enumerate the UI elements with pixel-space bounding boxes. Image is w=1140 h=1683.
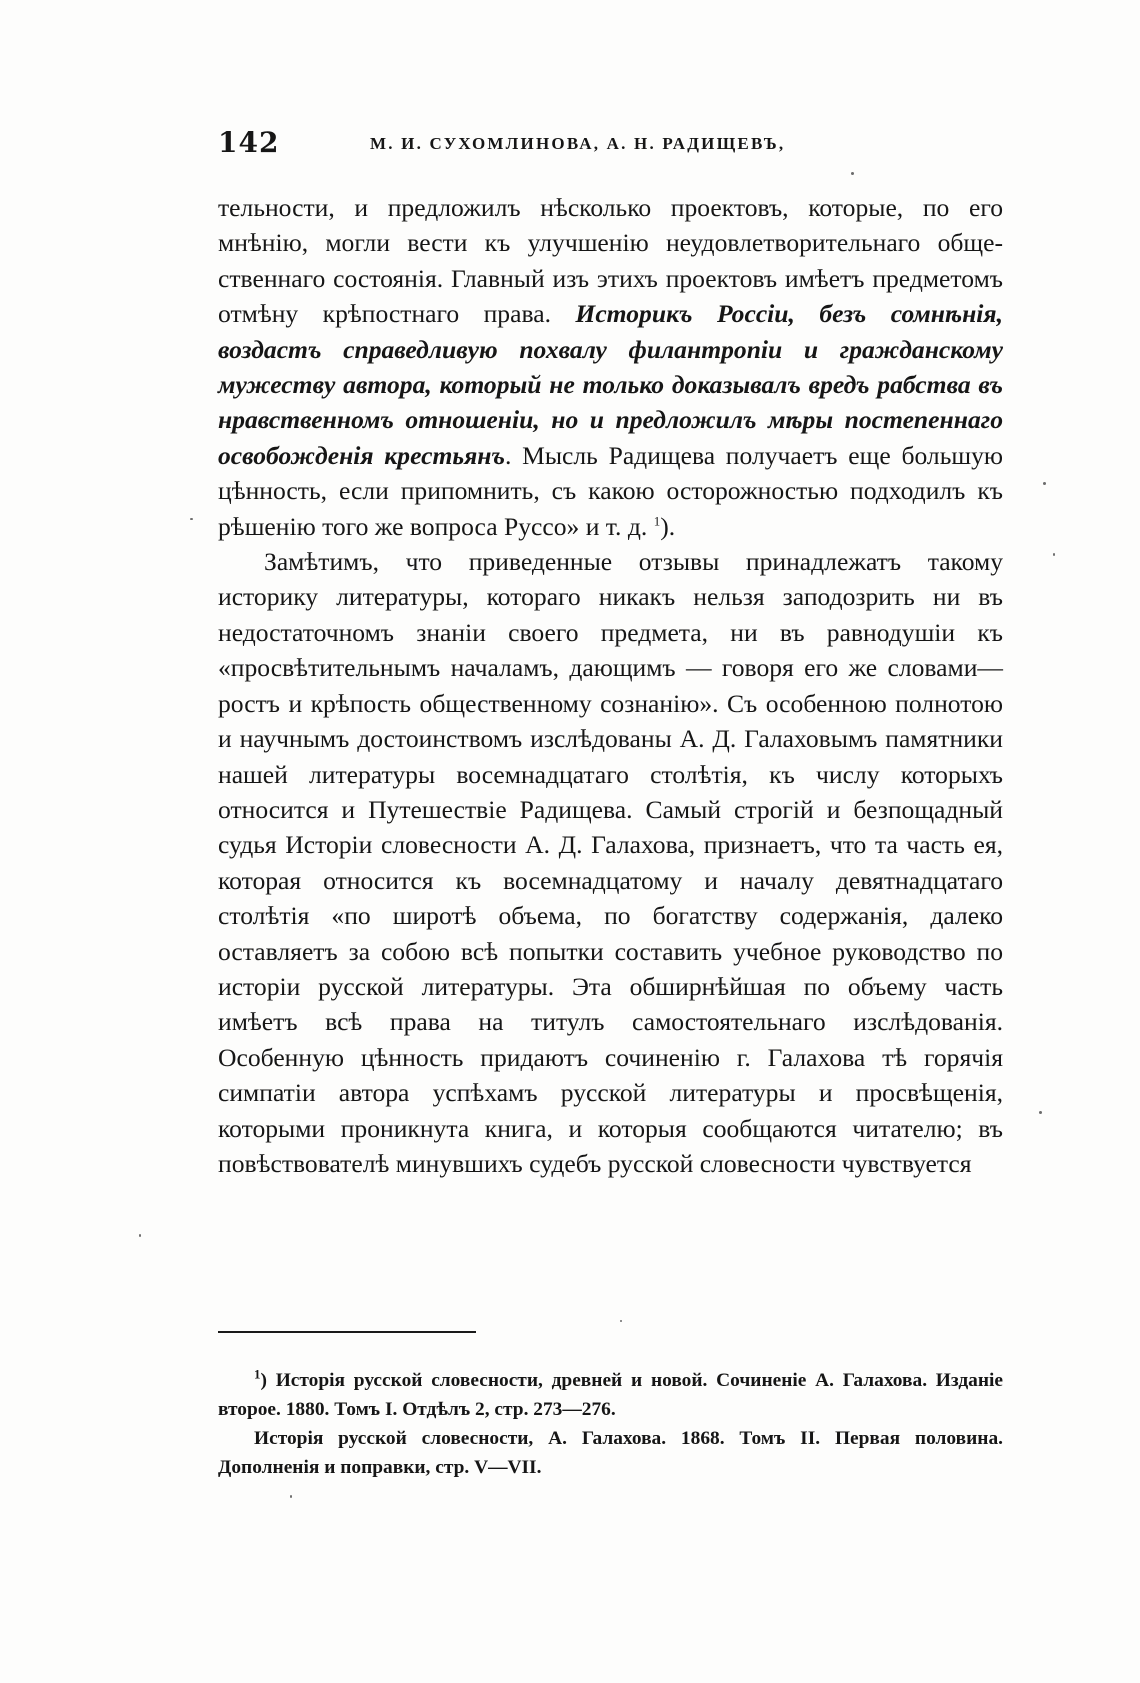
scan-speck [190,518,193,520]
italic-quote: Историкъ Россіи, безъ сомнѣнія, воздастъ справедливую похвалу филантропіи и гражданскому мужеству автора, который не только доказывалъ вредъ рабства въ нравственномъ отношеніи, но и предложилъ мѣры постепеннаго освобожденія крестьянъ [218,299,1003,470]
page-header [218,126,998,166]
scan-speck [1053,553,1055,556]
scan-speck [290,1495,292,1498]
paragraph-1-text-b: . Мысль Радищева получаетъ еще большую цѣнность, если припомнить, съ какою осторожностью подходилъ къ рѣшенію того же вопроса Руссо» и т. д. [218,440,1003,541]
footnote-2: Исторія русской словесности, А. Галахова. 1868. Томъ II. Первая половина. Дополненія и поправки, стр. V—VII. [218,1428,1003,1478]
paragraph-2: Замѣтимъ, что приведенные отзывы принадлежатъ такому историку литературы, котораго никакъ нельзя заподозрить ни въ недостаточномъ знаніи своего предмета, ни въ равнодушіи къ «просвѣтительнымъ началамъ, дающимъ — говоря его же словами—ростъ и крѣпость общественному сознанію». Съ особенною полнотою и научнымъ достоинствомъ изслѣдованы А. Д. Галаховымъ памятники нашей литературы восемнадцатаго столѣтія, къ числу которыхъ относится и Путешествіе Радищева. Самый строгій и безпощадный судья Исторіи словесности А. Д. Галахова, признаетъ, что та часть ея, которая относится къ восемнадцатому и началу девятнадцатаго столѣтія «по широтѣ объема, по богатству содержанія, далеко оставляетъ за собою всѣ попытки составить учебное руководство по исторіи русской литературы. Эта обширнѣйшая по объему часть имѣетъ всѣ права на титулъ самостоятельнаго изслѣдованія. Особенную цѣнность придаютъ сочиненію г. Галахова тѣ горячія симпатіи автора успѣхамъ русской литературы и просвѣщенія, которыми проникнута книга, и которыя сообщаются читателю; въ повѣствователѣ минувшихъ судебъ русской словесности чувствуется [218,547,1003,1178]
paragraph-1-text-c: ). [660,511,676,541]
footnote-1 [218,1366,1003,1424]
scan-speck [1039,1111,1042,1114]
page-number: 142 [218,126,280,159]
scan-speck [851,172,854,175]
main-text [218,190,1003,1181]
scan-speck [139,1234,141,1237]
paragraph-continued [218,190,1003,544]
scan-speck [1043,482,1046,485]
footnote-1-text: ) Исторія русской словесности, древней и новой. Сочиненіе А. Галахова. Изданіе второе. 1880. Томъ I. Отдѣлъ 2, стр. 273—276. [218,1370,1003,1420]
paragraph-1-text-a: тельности, и предложилъ нѣсколько проектовъ, которые, по его мнѣнію, могли вести къ улучшенію неудовлетворительнаго общественнаго состоянія. Главный изъ этихъ проектовъ имѣетъ предметомъ отмѣну крѣпостнаго права. [218,193,1003,329]
scan-speck [620,1320,622,1322]
footnote-reference: 1 [653,513,661,529]
footnote-mark: 1 [254,1366,261,1382]
footnote-separator [218,1331,476,1333]
footnotes [218,1366,1003,1482]
running-head: М. И. СУХОМЛИНОВА, А. Н. РАДИЩЕВЪ, [370,134,786,153]
